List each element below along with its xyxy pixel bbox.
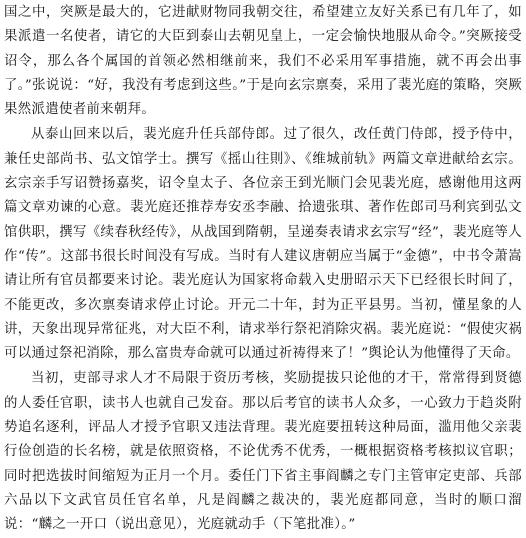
paragraph-2: 从泰山回来以后，裴光庭升任兵部侍郎。过了很久，改任黄门侍郎，授予侍中，兼任史部尚书、弘文馆学士。撰写《摇山往則》、《维城前轨》两篇文章进献给玄宗。玄宗亲手写诏赞扬嘉奖，诏令皇太子、各位亲王到光顺门会见裴光庭，感谢他用这两篇文章劝谏的心意。裴光庭还推荐寿安丞李融、拾遗张琪、著作佐郎司马利宾到弘文馆供职，撰写《续春秋经传》，从战国到隋朝，呈递奏表请求玄宗写“经”，裴光庭等人作“传”。这部书很长时间没有写成。当时有人建议唐朝应当属于“金德”，中书令萧嵩请让所有官员都要来讨论。裴光庭认为国家将命载入史册昭示天下已经很长时间了，不能更改，多次禀奏请求停止讨论。开元二十年，封为正平县男。当初，懂星象的人讲，天象出现异常征兆，对大臣不利，请求举行祭祀消除灾祸。裴光庭说：“假使灾祸可以通过祭祀消除，那么富贵寿命就可以通过祈祷得来了！”舆论认为他懂得了天命。	[4, 127, 522, 362]
paragraph-1: 国之中，突厥是最大的，它进献财物同我朝交往，希望建立友好关系已有几年了，如果派遣一名使者，请它的大臣到泰山去朝见皇上，一定会愉快地服从命令。”突厥接受诏令，那么各个属国的首领必然相继前来，我们不必采用军事措施，就不再会出事了。”张说说：“好，我没有考虑到这些。”于是向玄宗禀奏，采用了裴光庭的策略，突厥果然派遣使者前来朝拜。	[4, 5, 522, 118]
paragraph-3: 当初，吏部寻求人才不局限于资历考核，奖励提拔只论他的才干，常常得到贤德的人委任官职，读书人也就自己发奋。那以后考官的读书人众多，一心致力于趋炎附势追名逐利，评品人才授予官职又违法背理。裴光庭要扭转这种局面，滥用他父亲裴行俭创造的长名榜，就是依照资格，不论优秀不优秀，一概根据资格考核拟议官职；同时把选拔时间缩短为正月一个月。委任门下省主事阎麟之专门主管审定吏部、兵部六品以下文武官员任官名单，凡是阎麟之裁决的，裴光庭都同意，当时的顺口溜说：“麟之一开口（说出意见），光庭就动手（下笔批准）。”	[4, 371, 522, 533]
